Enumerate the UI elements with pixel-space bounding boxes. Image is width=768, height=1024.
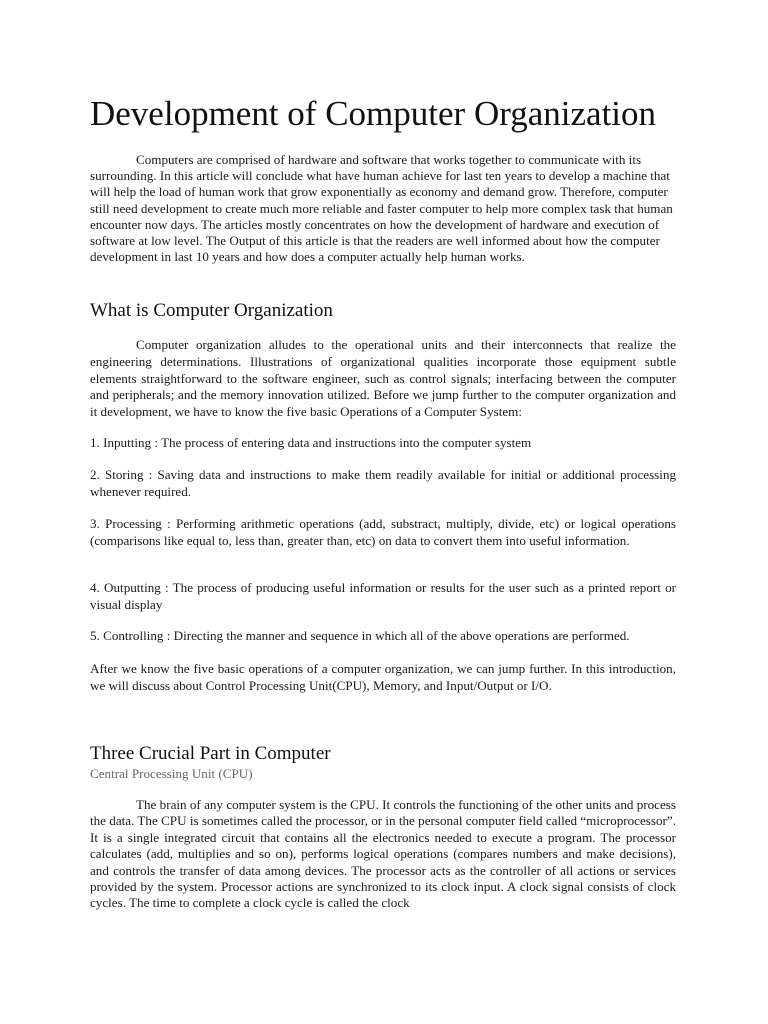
cpu-subheading: Central Processing Unit (CPU) (90, 766, 253, 781)
cpu-paragraph: The brain of any computer system is the CPU. It controls the functioning of the other units and process the data. The CPU is sometimes called the processor, or in the personal computer field called “microprocessor”. It is a single integrated circuit that contains all the electronics needed to execute a program. The processor calculates (add, multiplies and so on), performs logical operations (compares numbers and make decisions), and controls the transfer of data among devices. The processor acts as the controller of all actions or services provided by the system. Processor actions are synchronized to its clock input. A clock signal consists of clock cycles. The time to complete a clock cycle is called the clock (90, 797, 676, 911)
section-heading-three-crucial-parts: Three Crucial Part in Computer (90, 743, 331, 764)
operation-controlling: 5. Controlling : Directing the manner and sequence in which all of the above operations are performed. (90, 628, 630, 643)
operation-processing: 3. Processing : Performing arithmetic operations (add, substract, multiply, divide, etc) or logical operations (comparisons like equal to, less than, greater than, etc) on data to convert them into useful information. (90, 516, 676, 548)
operation-outputting: 4. Outputting : The process of producing useful information or results for the user such as a printed report or visual display (90, 580, 676, 612)
intro-paragraph: Computers are comprised of hardware and software that works together to communicate with its surrounding. In this article will conclude what have human achieve for last ten years to develop a machine that will help the load of human work that grow exponentially as economy and demand grow. Therefore, computer still need development to create much more reliable and faster computer to help more complex task that human encounter now days. The articles mostly concentrates on how the development of hardware and execution of software at low level. The Output of this article is that the readers are well informed about how the computer development in last 10 years and how does a computer actually help human works. (90, 152, 673, 265)
operation-inputting: 1. Inputting : The process of entering data and instructions into the computer system (90, 435, 532, 450)
operations-closing-paragraph: After we know the five basic operations of a computer organization, we can jump further. In this introduction, we will discuss about Control Processing Unit(CPU), Memory, and Input/Output or I/O. (90, 661, 676, 693)
computer-organization-paragraph: Computer organization alludes to the operational units and their interconnects that realize the engineering determinations. Illustrations of organizational qualities incorporate those equipment subtle elements straightforward to the software engineer, such as control signals; interfacing between the computer and peripherals; and the memory innovation utilized. Before we jump further to the computer organization and it development, we have to know the five basic Operations of a Computer System: (90, 337, 676, 420)
document-title: Development of Computer Organization (90, 94, 657, 133)
section-heading-computer-organization: What is Computer Organization (90, 300, 333, 321)
operation-storing: 2. Storing : Saving data and instructions to make them readily available for initial or additional processing whenever required. (90, 467, 676, 499)
